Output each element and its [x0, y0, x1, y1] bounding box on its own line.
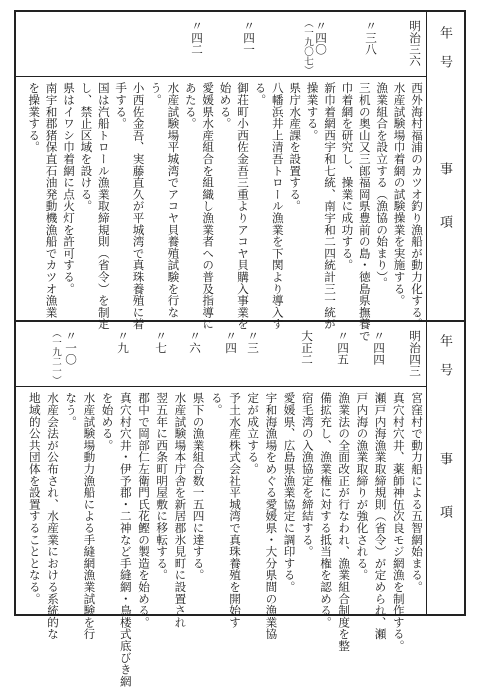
year-mark: 〃六	[188, 330, 202, 354]
entry-text-column: う。	[149, 82, 163, 106]
entry-text-column: 漁業法の全面改正が行なわれ、漁業組合制度を整	[337, 392, 352, 652]
entry-text-column: 御荘町小西佐金吾三重よりアコヤ貝購入事業を	[236, 82, 250, 330]
table-section-upper	[16, 12, 464, 342]
entry-text-column: 新巾着網西宇和七統、南宇和二四統計三一統が	[323, 82, 337, 330]
entry-text-column: 真穴村穴井、薬師神伍次良モジ網漁を制作する。	[391, 392, 406, 652]
entry-text-column: 愛媛県、広島県漁業協定に調印する。	[282, 392, 297, 593]
header-jiko-label: 事項	[437, 162, 452, 268]
entry-text-column: を操業する。	[27, 82, 42, 153]
year-mark: 〃四五	[336, 330, 350, 365]
year-mark: 〃三	[246, 330, 260, 354]
entry-text-column: 戸内海の漁業取締りが強化される。	[355, 392, 370, 581]
header-column	[426, 322, 464, 614]
entry-text-column: 予土水産株式会社平城湾で真珠養殖を開始す	[228, 392, 242, 628]
entry-text-column: 水産試験場本庁舎を新居郡氷見町に設置され	[173, 392, 188, 628]
entry-text-column: る。	[209, 392, 224, 416]
year-mark: 〃七	[154, 330, 168, 354]
entry-text-column: なう。	[64, 392, 79, 428]
year-mark: 〃三八	[364, 20, 378, 55]
entry-text-column: 備拡充し、漁業権に対する抵当権を認める。	[319, 392, 333, 628]
entry-text-column: 漁業組合を設立する（漁協の始まり）。	[375, 82, 390, 289]
year-mark: （一九〇七）	[302, 18, 313, 75]
chronology-table	[14, 10, 466, 687]
entry-text-column: あたる。	[183, 82, 198, 130]
entry-text-column: を始める。	[100, 392, 115, 451]
entry-text-column: 小西佐金吾、実藤直久が平城湾で真珠養殖に着	[131, 82, 146, 330]
year-divider	[16, 76, 426, 77]
year-mark: 〃四	[224, 330, 238, 354]
entry-text-column: 宇和海漁場をめぐる愛媛県・大分県間の漁業協	[264, 392, 279, 640]
year-mark: 〃四二	[190, 20, 204, 55]
entry-text-column: 水産試験場動力漁船による手縫網漁業試験を行	[82, 392, 97, 640]
entry-text-column: 定が成立する。	[246, 392, 261, 475]
entry-text-column: 地域的公共団体を設置することとなる。	[27, 392, 42, 605]
year-mark: 大正二	[300, 330, 314, 365]
year-mark: （一九二一）	[50, 328, 61, 385]
year-mark: 〃四〇	[314, 20, 328, 55]
entry-text-column: 宿毛湾の入漁協定を締結する。	[300, 392, 315, 558]
entry-text-column: 水産会法が公布され、水産業における系統的な	[46, 392, 60, 640]
entry-text-column: 愛媛県水産組合を組織し漁業者への普及指導に	[201, 82, 216, 330]
entry-text-column: 手する。	[114, 82, 129, 130]
header-jiko-label: 事項	[437, 452, 452, 558]
header-column	[426, 12, 464, 320]
entry-text-column: 国は汽船トロール漁業取締規則（省令）を制定	[96, 82, 111, 330]
entry-text-column: 八幡浜井上清吾トロール漁業を下関より導入す	[270, 82, 285, 330]
entry-text-column: 瀬戸内海漁業取締規則（省令）が定められ、瀬	[373, 392, 388, 640]
entry-text-column: 南宇和郡猪保直石油発動機漁船でカツオ漁業	[44, 82, 59, 318]
entry-text-column: し、禁止区域を設ける。	[79, 82, 94, 212]
year-mark: 〃四四	[372, 330, 386, 365]
year-mark: 〃九	[116, 330, 130, 354]
entry-text-column: 水産試験場巾着網の試験操業を実施する。	[392, 82, 407, 307]
year-mark: 明治三六	[408, 20, 422, 67]
entry-text-column: 宮窪村で動力船による五智網始まる。	[410, 392, 424, 593]
entry-text-column: 三机の奥山又三郎福岡県豊前の島・徳島県撫養で	[357, 82, 372, 342]
entry-text-column: 翌五年に西条町明屋敷に移転する。	[155, 392, 170, 581]
header-nengo-label: 年号	[437, 26, 452, 84]
entry-text-column: る。	[253, 82, 268, 106]
year-mark: 〃四一	[242, 20, 256, 55]
entry-text-column: 始める。	[218, 82, 233, 130]
entry-text-column: 巾着網を研究し、操業に成功する。	[340, 82, 355, 271]
entry-text-column: 県はイワシ巾着網に点火灯を許可する。	[62, 82, 76, 295]
entry-text-column: 操業する。	[305, 82, 320, 141]
entry-text-column: 県庁水産課を設置する。	[288, 82, 303, 212]
header-nengo-label: 年号	[437, 334, 452, 392]
entry-text-column: 真穴村穴井・伊予郡・二神など手縫網・鳥楼式底びき網	[118, 392, 133, 687]
entry-text-column: 郡中で岡部仁左衛門氏花鰹の製造を始める。	[137, 392, 151, 628]
entry-text-column: 西外海村福浦のカツオ釣り漁船が動力化する。	[410, 82, 424, 330]
year-divider	[16, 386, 426, 387]
entry-text-column: 水産試験場平城湾でアコヤ貝養殖試験を行な	[166, 82, 181, 318]
entry-text-column: 県下の漁業組合数一五四に達する。	[191, 392, 206, 581]
table-section-lower	[16, 322, 464, 687]
year-mark: 明治四三	[408, 330, 422, 377]
year-mark: 〃一〇	[64, 330, 78, 365]
